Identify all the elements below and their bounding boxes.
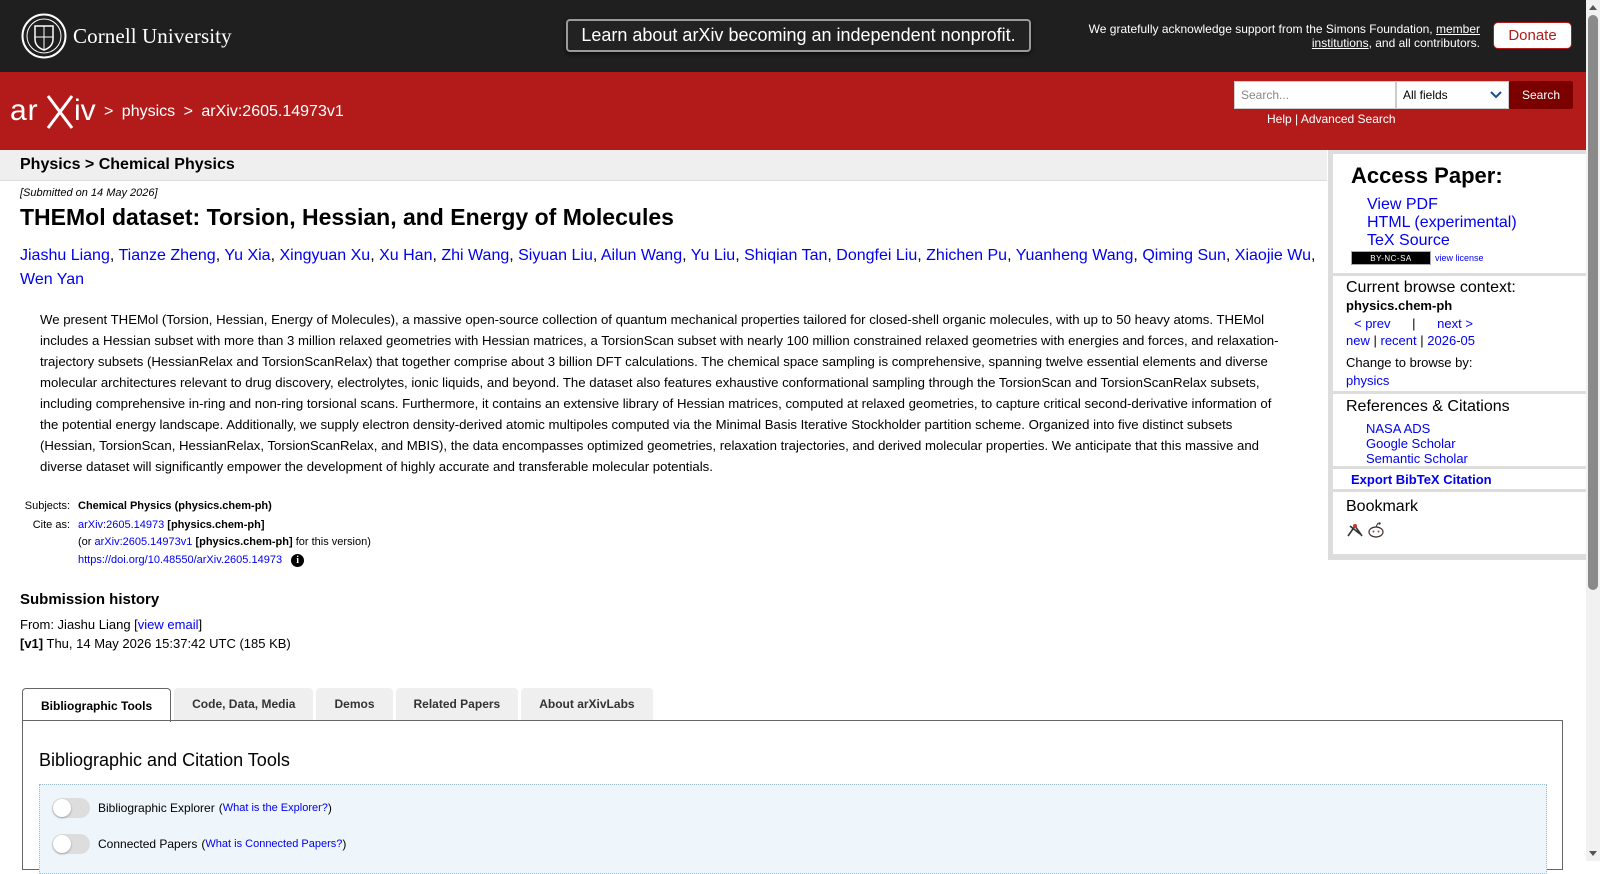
top-bar — [0, 0, 1586, 72]
abstract: We present THEMol (Torsion, Hessian, Energy of Molecules), a massive open-source collection of quantum mechanical properties tailored for closed-shell organic molecules, with up to 50 heavy atoms. THEMol includes a Hessian subset with more than 3 million relaxed geometries with Hessian matrices, a TorsionScan subset with nearly 100 million constrained relaxed geometries with energies and forces, and relaxation-trajectory subsets (HessianRelax and TorsionScanRelax) that together comprise about 3 billion DFT calculations. The chemical space sampling is comprehensive, spanning twelve essential elements and diverse molecular architectures relevant to drug discovery, electrolytes, ionic liquids, and beyond. The dataset also features exhaustive conformational sampling through the TorsionScan and TorsionScanRelax subsets, including comprehensive in-ring and non-ring torsional scans. Furthermore, it contains an extensive library of Hessian matrices, computed at relaxed geometries, to capture critical second-derivative information of the potential energy landscape. Additionally, we supply electron density-derived atomic multipoles computed via the Minimal Basis Iterative Stockholder partition scheme. Organized into five distinct subsets (Hessian, TorsionScan, HessianRelax, TorsionScanRelax, and MBIS), the data encompasses optimized geometries, relaxation trajectories, and derived molecular properties. We anticipate that this massive and diverse dataset will significantly empower the development of highly accurate and transferable molecular potentials. — [40, 312, 1279, 474]
author-link[interactable]: Zhichen Pu — [926, 247, 1008, 264]
html-link[interactable]: HTML (experimental) — [1367, 214, 1517, 231]
author-link[interactable]: Ailun Wang — [600, 247, 683, 264]
version-date: Thu, 14 May 2026 15:37:42 UTC (185 KB) — [46, 636, 291, 651]
author-link[interactable]: Yuanheng Wang — [1015, 247, 1134, 264]
author-separator: , — [509, 247, 519, 264]
author-separator: , — [1007, 247, 1016, 264]
author-separator: , — [270, 247, 280, 264]
cite-id-link[interactable]: arXiv:2605.14973 — [78, 519, 165, 531]
cc-label: BY-NC-SA — [1370, 253, 1412, 263]
scrollbar-thumb[interactable] — [1588, 15, 1598, 590]
author-link[interactable]: Yu Liu — [690, 247, 736, 264]
author-link[interactable]: Yu Xia — [224, 247, 271, 264]
doi-link[interactable]: https://doi.org/10.48550/arXiv.2605.14973 — [78, 554, 283, 566]
paren-open: ( — [201, 837, 206, 851]
breadcrumb-paper-id: arXiv:2605.14973v1 — [201, 103, 344, 120]
chevron-down-icon — [1490, 91, 1502, 99]
author-separator: , — [370, 247, 380, 264]
cite-or-suffix: for this version) — [295, 536, 371, 548]
explorer-toggle[interactable] — [52, 798, 90, 818]
breadcrumb-separator: > — [104, 103, 114, 120]
member-institutions-link[interactable]: member institutions — [1311, 22, 1480, 50]
author-separator: , — [827, 247, 837, 264]
explorer-help-link[interactable]: What is the Explorer? — [222, 802, 328, 814]
references-box — [1333, 394, 1586, 466]
subjects-value: Chemical Physics (physics.chem-ph) — [78, 500, 272, 512]
paren-close: ) — [327, 801, 332, 815]
author-separator: , — [1225, 247, 1235, 264]
cc-license-icon[interactable] — [1351, 251, 1431, 265]
tex-source-link[interactable]: TeX Source — [1367, 232, 1450, 249]
author-separator: , — [917, 247, 927, 264]
tab-demos[interactable]: Demos — [316, 688, 392, 720]
author-link[interactable]: Jiashu Liang — [20, 247, 110, 264]
tab-bibliographic-tools[interactable]: Bibliographic Tools — [22, 688, 171, 722]
scroll-down-icon[interactable] — [1589, 851, 1597, 856]
semantic-scholar-link[interactable]: Semantic Scholar — [1366, 451, 1468, 466]
submission-from — [20, 617, 202, 632]
svg-text:ar: ar — [10, 94, 39, 127]
search-button[interactable]: Search — [1509, 81, 1573, 109]
cornell-logo-link[interactable] — [21, 13, 232, 59]
license — [1351, 251, 1484, 265]
author-link[interactable]: Xiaojie Wu — [1234, 247, 1311, 264]
search-field-select[interactable] — [1396, 81, 1509, 109]
arxiv-header — [0, 72, 1586, 150]
next-link[interactable]: next > — [1437, 316, 1473, 331]
nonprofit-banner-button[interactable]: Learn about arXiv becoming an independent nonprofit. — [566, 19, 1031, 52]
search-field-value: All fields — [1403, 88, 1448, 102]
bibsonomy-icon[interactable] — [1346, 522, 1364, 538]
from-prefix: From: Jiashu Liang [ — [20, 617, 138, 632]
help-separator: | — [1295, 112, 1299, 126]
metadata-table — [20, 500, 371, 574]
references-header: References & Citations — [1346, 398, 1510, 415]
cite-label: Cite as: — [32, 519, 70, 531]
browse-context-box — [1333, 276, 1586, 391]
author-link[interactable]: Qiming Sun — [1142, 247, 1226, 264]
explorer-label: Bibliographic Explorer — [98, 801, 215, 815]
submission-history-title: Submission history — [20, 591, 160, 608]
export-box — [1333, 469, 1586, 489]
connected-papers-label: Connected Papers — [98, 837, 198, 851]
breadcrumb-physics[interactable]: physics — [121, 103, 176, 120]
acknowledgement — [1060, 22, 1480, 50]
help-link[interactable]: Help — [1267, 112, 1292, 126]
google-scholar-link[interactable]: Google Scholar — [1366, 436, 1456, 451]
author-separator: , — [109, 247, 119, 264]
info-icon[interactable]: i — [291, 554, 304, 567]
cite-category: [physics.chem-ph] — [167, 519, 265, 531]
author-separator: , — [682, 247, 691, 264]
prev-link[interactable]: < prev — [1354, 316, 1391, 331]
author-separator: , — [1133, 247, 1143, 264]
author-link[interactable]: Xingyuan Xu — [279, 247, 371, 264]
help-links — [1267, 112, 1396, 126]
browse-context-header: Current browse context: — [1346, 279, 1516, 296]
nasa-ads-link[interactable]: NASA ADS — [1366, 421, 1431, 436]
tab-code-data-media[interactable]: Code, Data, Media — [174, 688, 313, 720]
author-link[interactable]: Wen Yan — [20, 271, 85, 288]
connected-papers-toggle[interactable] — [52, 834, 90, 854]
bookmark-box — [1333, 492, 1586, 554]
version-v1 — [20, 636, 291, 651]
author-link[interactable]: Tianze Zheng — [118, 247, 216, 264]
author-link[interactable]: Zhi Wang — [441, 247, 510, 264]
page-scrollbar[interactable] — [1586, 0, 1600, 861]
export-bibtex-link[interactable]: Export BibTeX Citation — [1351, 472, 1492, 487]
author-link[interactable]: Dongfei Liu — [836, 247, 918, 264]
labs-tabs — [22, 688, 656, 722]
connected-papers-row — [52, 834, 346, 854]
connected-papers-help-link[interactable]: What is Connected Papers? — [205, 838, 343, 850]
author-link[interactable]: Shiqian Tan — [744, 247, 828, 264]
author-separator: , — [1310, 247, 1316, 264]
author-list — [20, 244, 1320, 292]
subjects-label: Subjects: — [24, 500, 70, 512]
tab-about-arxivlabs[interactable]: About arXivLabs — [521, 688, 652, 720]
scroll-up-icon[interactable] — [1589, 5, 1597, 10]
new-link[interactable]: new — [1346, 333, 1370, 348]
author-separator: , — [735, 247, 745, 264]
nav-separator: | — [1420, 333, 1424, 348]
cite-version-link[interactable]: arXiv:2605.14973v1 — [94, 536, 193, 548]
paren-open: ( — [218, 801, 223, 815]
reddit-icon[interactable] — [1367, 522, 1385, 538]
search-input[interactable]: Search... — [1234, 81, 1396, 109]
author-separator: , — [432, 247, 442, 264]
from-suffix: ] — [198, 617, 203, 632]
breadcrumb-separator: > — [183, 103, 193, 120]
ack-tail: , and all contributors. — [1368, 36, 1480, 50]
view-pdf-link[interactable]: View PDF — [1367, 196, 1438, 213]
browse-context-value: physics.chem-ph — [1346, 298, 1453, 313]
advanced-search-link[interactable]: Advanced Search — [1300, 112, 1396, 126]
author-link[interactable]: Siyuan Liu — [518, 247, 593, 264]
donate-button[interactable]: Donate — [1493, 22, 1572, 49]
biblio-heading: Bibliographic and Citation Tools — [39, 750, 290, 770]
ack-text: We gratefully acknowledge support from the Simons Foundation, — [1088, 22, 1433, 36]
access-paper-title: Access Paper: — [1351, 163, 1503, 188]
cornell-seal-icon — [21, 13, 67, 59]
tab-related-papers[interactable]: Related Papers — [396, 688, 519, 720]
submission-date: [Submitted on 14 May 2026] — [20, 187, 158, 199]
bookmark-header: Bookmark — [1346, 498, 1419, 515]
view-license-link[interactable]: view license — [1435, 253, 1484, 263]
access-paper-box — [1333, 154, 1586, 273]
svg-text:iv: iv — [74, 94, 96, 127]
breadcrumb — [104, 103, 348, 121]
subject-strip: Physics > Chemical Physics — [0, 150, 1327, 181]
nav-separator: | — [1373, 333, 1377, 348]
cite-version-category: [physics.chem-ph] — [195, 536, 293, 548]
version-label: [v1] — [20, 636, 44, 651]
recent-link[interactable]: recent — [1380, 333, 1417, 348]
university-name: Cornell University — [73, 23, 232, 48]
tab-panel — [22, 720, 1563, 870]
author-separator: , — [215, 247, 225, 264]
view-email-link[interactable]: view email — [137, 617, 199, 632]
arxiv-logo[interactable] — [10, 90, 100, 132]
month-link[interactable]: 2026-05 — [1427, 333, 1475, 348]
explorer-row — [52, 798, 332, 818]
right-sidebar — [1328, 150, 1586, 560]
browse-physics-link[interactable]: physics — [1346, 373, 1390, 388]
author-separator: , — [592, 247, 601, 264]
paren-close: ) — [342, 837, 347, 851]
cite-or-prefix: (or — [78, 536, 92, 548]
nav-separator: | — [1412, 316, 1416, 331]
paper-title: THEMol dataset: Torsion, Hessian, and Energy of Molecules — [20, 204, 674, 230]
author-link[interactable]: Xu Han — [379, 247, 433, 264]
change-browse-label: Change to browse by: — [1346, 355, 1473, 370]
